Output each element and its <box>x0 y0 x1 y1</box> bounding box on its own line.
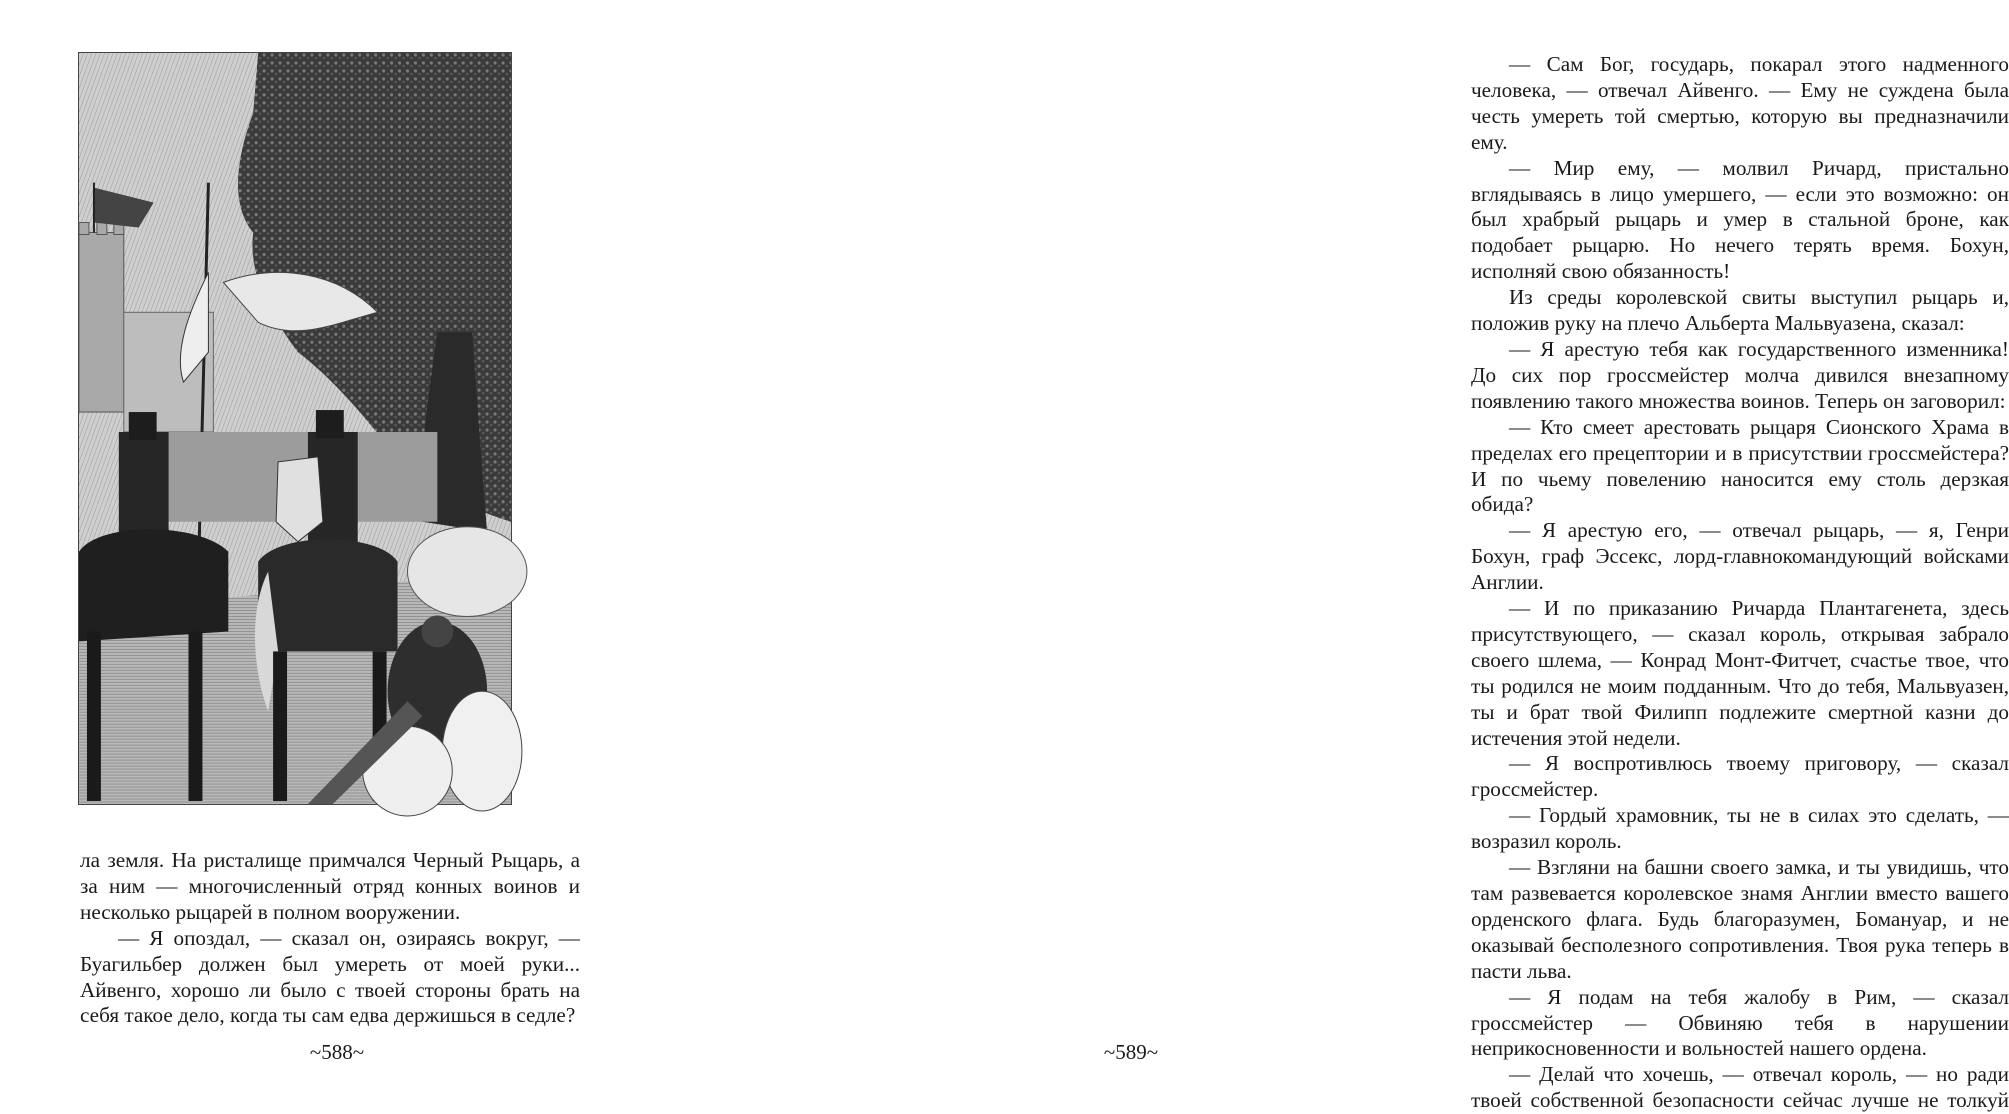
paragraph: Из среды королевской свиты выступил рыцарь и, положив руку на плечо Альберта Мальвуазена, сказал: <box>1471 285 2009 336</box>
paragraph: — Кто смеет арестовать рыцаря Сионского Храма в пределах его прецептории и в присутствии гроссмейстера? И по чьему повелению наносится ему столь дерзкая обида? <box>1471 414 2009 517</box>
page-number: ~589~ <box>1103 1040 1159 1064</box>
right-page-text <box>1471 52 2009 1114</box>
right-page <box>690 0 2009 1113</box>
paragraph: — Взгляни на башни своего замка, и ты увидишь, что там развевается королевское знамя Англии вместо вашего орденского флага. Будь благоразумен, Бомануар, и не оказывай бесполезного сопротивления. Твоя рука теперь в пасти льва. <box>1471 855 2009 983</box>
left-page-text <box>80 848 580 1029</box>
paragraph: — Я опоздал, — сказал он, озираясь вокруг, — Буагильбер должен был умереть от моей руки... Айвенго, хорошо ли было с твоей стороны брать на себя такое дело, когда ты сам едва держишься в седле? <box>80 925 580 1028</box>
castle-tower <box>79 233 124 413</box>
left-page <box>0 0 690 1080</box>
paragraph: — Сам Бог, государь, покарал этого надменного человека, — отвечал Айвенго. — Ему не суждена была честь умереть той смертью, которую вы предназначили ему. <box>1471 52 2009 154</box>
white-horses <box>407 527 526 617</box>
engraving-artwork <box>79 53 511 804</box>
engraving-illustration <box>78 52 512 805</box>
paragraph: — И по приказанию Ричарда Плантагенета, здесь присутствующего, — сказал король, открывая забрало своего шлема, — Конрад Монт-Фитчет, счастье твое, что ты родился не моим подданным. Что до тебя, Мальвуазен, ты и брат твой Филипп подлежите смертной казни до истечения этой недели. <box>1471 596 2009 750</box>
paragraph: — Я арестую тебя как государственного изменника! До сих пор гроссмейстер молча дивился внезапному появлению такого множества воинов. Теперь он заговорил: <box>1471 336 2009 413</box>
paragraph: — Делай что хочешь, — отвечал король, — но ради твоей собственной безопасности сейчас лучше не толкуй <box>1471 1062 2009 1113</box>
page-number: ~588~ <box>309 1040 365 1064</box>
paragraph: ла земля. На ристалище примчался Черный Рыцарь, а за ним — многочисленный отряд конных воинов и несколько рыцарей в полном вооружении. <box>80 848 580 924</box>
paragraph: — Я воспротивлюсь твоему приговору, — сказал гроссмейстер. <box>1471 751 2009 802</box>
paragraph: — Я арестую его, — отвечал рыцарь, — я, Генри Бохун, граф Эссекс, лорд-главнокомандующий войсками Англии. <box>1471 518 2009 595</box>
paragraph: — Я подам на тебя жалобу в Рим, — сказал гроссмейстер — Обвиняю тебя в нарушении неприкосновенности и вольностей нашего ордена. <box>1471 984 2009 1061</box>
paragraph: — Гордый храмовник, ты не в силах это сделать, — возразил король. <box>1471 803 2009 854</box>
paragraph: — Мир ему, — молвил Ричард, пристально вглядываясь в лицо умершего, — если это возможно: он был храбрый рыцарь и умер в стальной броне, как подобает рыцарю. Но нечего терять время. Бохун, исполняй свою обязанность! <box>1471 155 2009 284</box>
